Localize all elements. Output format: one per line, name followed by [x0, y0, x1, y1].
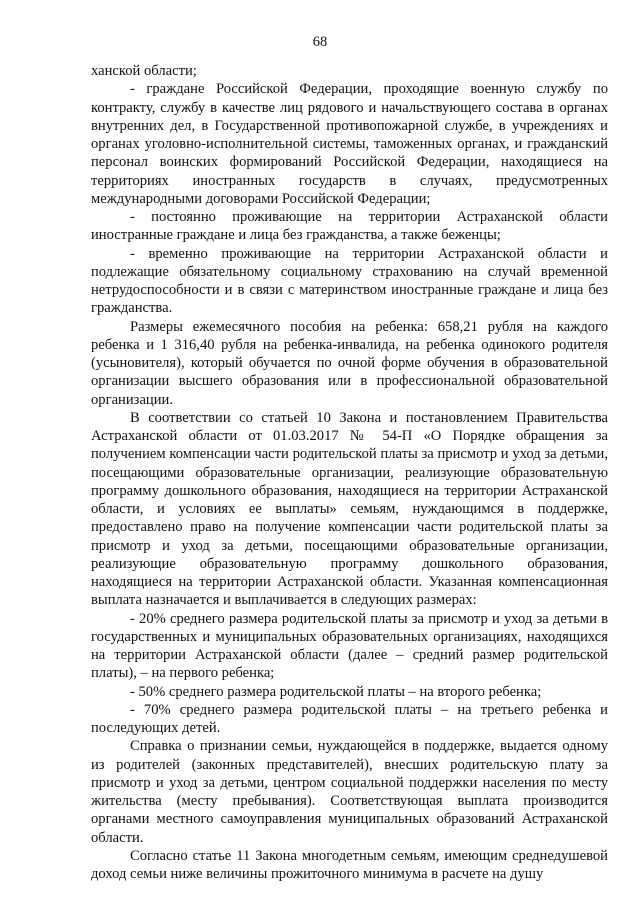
- list-item-first-child: - 20% среднего размера родительской платы за присмотр и уход за детьми в государственных и муниципальных образовательных организациях, находящихся на территории Астраханской области (далее – средний размер родительской платы), – на первого ребенка;: [91, 610, 608, 682]
- document-body: [91, 62, 608, 883]
- paragraph-article-11: Согласно статье 11 Закона многодетным семьям, имеющим среднедушевой доход семьи ниже величины прожиточного минимума в расчете на душу: [91, 847, 608, 882]
- list-item-permanent-residents: - постоянно проживающие на территории Астраханской области иностранные граждане и лица без гражданства, а также беженцы;: [91, 209, 608, 244]
- list-item-second-child: - 50% среднего размера родительской платы – на второго ребенка;: [130, 683, 542, 700]
- paragraph-continuation: ханской области;: [91, 63, 197, 79]
- paragraph-benefit-amounts: Размеры ежемесячного пособия на ребенка: 658,21 рубля на каждого ребенка и 1 316,40 рубля на ребенка-инвалида, на ребенка одинокого родителя (усыновителя), который обучается по очной форме обучения в образовательной организации высшего образования или в профессиональной образовательной организации.: [91, 318, 608, 408]
- paragraph-certificate: Справка о признании семьи, нуждающейся в поддержке, выдается одному из родителей (законных представителей), внесших родительскую плату за присмотр и уход за детьми, центром социальной поддержки населения по месту жительства (месту пребывания). Соответствующая выплата производится органами местного самоуправления муниципальных образований Астраханской области.: [91, 738, 608, 846]
- list-item-third-child: - 70% среднего размера родительской платы – на третьего ребенка и последующих детей.: [91, 701, 608, 736]
- list-item-citizens-abroad: - граждане Российской Федерации, проходящие военную службу по контракту, службу в качестве лиц рядового и начальствующего состава в органах внутренних дел, в Государственной противопожарной службе, в учреждениях и органах уголовно-исполнительной системы, таможенных органах, и гражданский персонал воинских формирований Российской Федерации, находящиеся на территориях иностранных государств в случаях, предусмотренных международными договорами Российской Федерации;: [91, 81, 608, 207]
- list-item-temporary-residents: - временно проживающие на территории Астраханской области и подлежащие обязательному социальному страхованию на случай временной нетрудоспособности и в связи с материнством иностранные граждане и лица без гражданства.: [91, 245, 608, 317]
- paragraph-compensation-article-10: В соответствии со статьей 10 Закона и постановлением Правительства Астраханской области от 01.03.2017 № 54-П «О Порядке обращения за получением компенсации части родительской платы за присмотр и уход за детьми, посещающими образовательные организации, реализующие образовательную программу дошкольного образования, находящиеся на территории Астраханской области, и условиях ее выплаты» семьям, нуждающимся в поддержке, предоставлено право на получение компенсации части родительской платы за присмотр и уход за детьми, посещающими образовательные организации, реализующие образовательную программу дошкольного образования, находящиеся на территории Астраханской области. Указанная компенсационная выплата назначается и выплачивается в следующих размерах:: [91, 409, 608, 609]
- page-number: 68: [312, 34, 328, 50]
